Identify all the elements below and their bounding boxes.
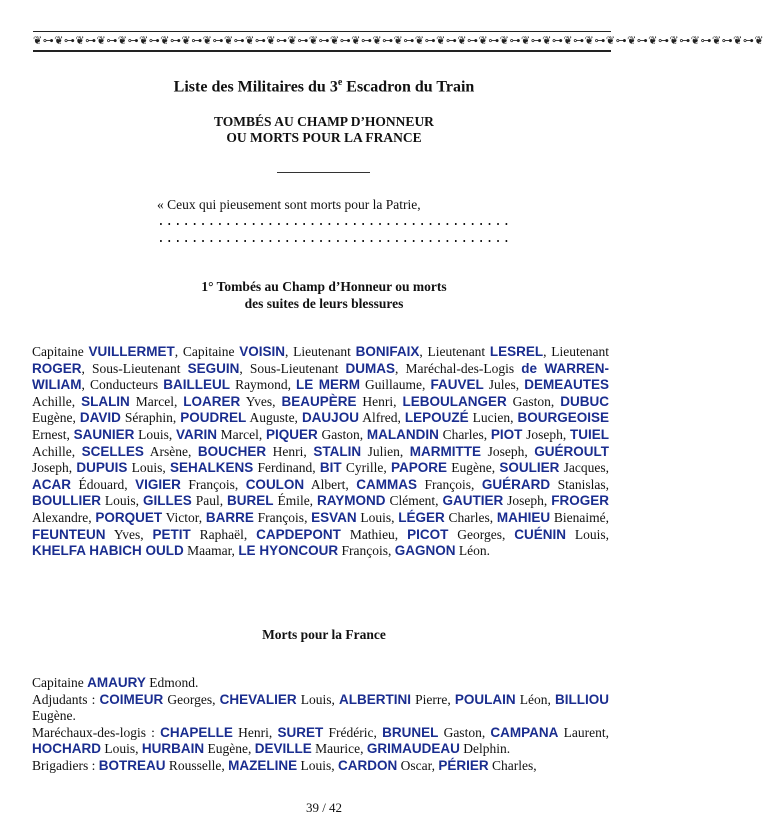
section-heading-died: Morts pour la France [262, 627, 386, 642]
died-marechaux-line: Maréchaux-des-logis : CHAPELLE Henri, SURET Frédéric, BRUNEL Gaston, CAMPANA Laurent, HOCHARD Louis, HURBAIN Eugène, DEVILLE Maurice, GRIMAUDEAU Delphin. [32, 724, 609, 757]
section-heading-fallen: 1° Tombés au Champ d’Honneur ou morts des suites de leurs blessures [201, 279, 447, 311]
subtitle-line-1: TOMBÉS AU CHAMP D’HONNEUR [214, 114, 434, 129]
epigraph-quote [157, 196, 511, 247]
quote-ellipsis-line-1: .......................................... [157, 214, 511, 229]
subtitle-line-2: OU MORTS POUR LA FRANCE [226, 130, 422, 145]
ornamental-header-border [33, 31, 764, 53]
separator-rule [277, 172, 370, 173]
died-brigadiers-line: Brigadiers : BOTREAU Rousselle, MAZELINE Louis, CARDON Oscar, PÉRIER Charles, [32, 757, 537, 773]
page-number: 39 / 42 [305, 800, 343, 815]
died-adjudants-line: Adjudants : COIMEUR Georges, CHEVALIER Louis, ALBERTINI Pierre, POULAIN Léon, BILLIOU Eugène. [32, 691, 609, 724]
ornament-fleuron-row: ❦⊶❦⊶❦⊶❦⊶❦⊶❦⊶❦⊶❦⊶❦⊶❦⊶❦⊶❦⊶❦⊶❦⊶❦⊶❦⊶❦⊶❦⊶❦⊶❦⊶❦⊶❦⊶❦⊶❦⊶❦⊶❦⊶❦⊶❦⊶❦⊶❦⊶❦⊶❦⊶❦⊶❦⊶❦ [33, 34, 764, 47]
died-names-paragraph [32, 675, 609, 775]
ornament-top-line [33, 31, 611, 32]
died-captain-line: Capitaine AMAURY Edmond. [32, 675, 199, 690]
quote-text: « Ceux qui pieusement sont morts pour la Patrie, [157, 197, 421, 212]
ornament-bottom-line [33, 50, 611, 52]
page-subtitle [0, 114, 648, 146]
page-title: Liste des Militaires du 3e Escadron du Train [173, 77, 475, 96]
fallen-names-paragraph: Capitaine VUILLERMET, Capitaine VOISIN, Lieutenant BONIFAIX, Lieutenant LESREL, Lieutenant ROGER, Sous-Lieutenant SEGUIN, Sous-Lieutenant DUMAS, Maréchal-des-Logis de WARREN-WILIAM, Conducteurs BAILLEUL Raymond, LE MERM Guillaume, FAUVEL Jules, DEMEAUTES Achille, SLALIN Marcel, LOARER Yves, BEAUPÈRE Henri, LEBOULANGER Gaston, DUBUC Eugène, DAVID Séraphin, POUDREL Auguste, DAUJOU Alfred, LEPOUZÉ Lucien, BOURGEOISE Ernest, SAUNIER Louis, VARIN Marcel, PIQUER Gaston, MALANDIN Charles, PIOT Joseph, TUIEL Achille, SCELLES Arsène, BOUCHER Henri, STALIN Julien, MARMITTE Joseph, GUÉROULT Joseph, DUPUIS Louis, SEHALKENS Ferdinand, BIT Cyrille, PAPORE Eugène, SOULIER Jacques, ACAR Édouard, VIGIER François, COULON Albert, CAMMAS François, GUÉRARD Stanislas, BOULLIER Louis, GILLES Paul, BUREL Émile, RAYMOND Clément, GAUTIER Joseph, FROGER Alexandre, PORQUET Victor, BARRE François, ESVAN Louis, LÉGER Charles, MAHIEU Bienaimé, FEUNTEUN Yves, PETIT Raphaël, CAPDEPONT Mathieu, PICOT Georges, CUÉNIN Louis, KHELFA HABICH OULD Maamar, LE HYONCOUR François, GAGNON Léon. [32, 344, 610, 559]
quote-ellipsis-line-2: .......................................... [157, 231, 511, 246]
